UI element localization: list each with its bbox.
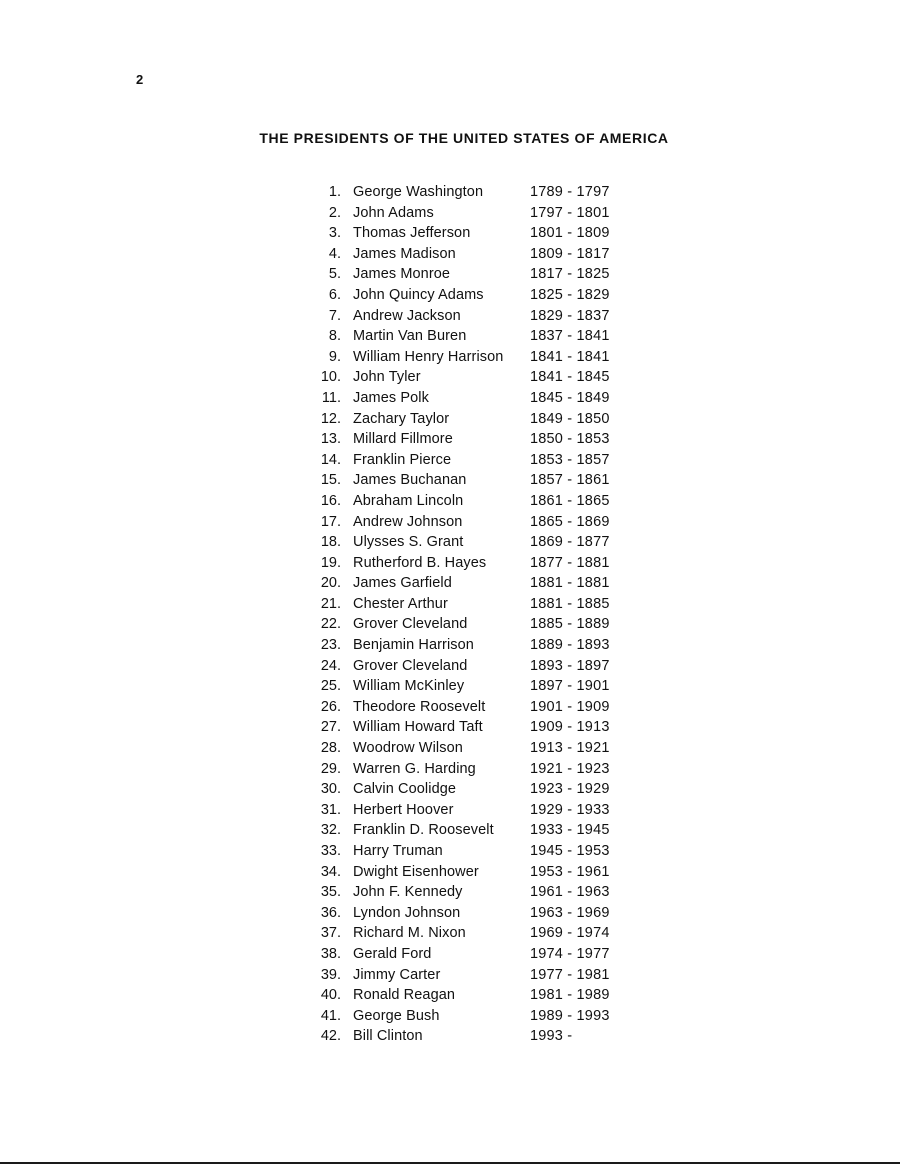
president-number: 32.: [320, 822, 341, 839]
president-number: 10.: [320, 369, 341, 386]
president-row: [300, 944, 630, 965]
president-term: 1809 - 1817: [530, 245, 610, 262]
president-term: 1861 - 1865: [530, 492, 610, 509]
president-name: Harry Truman: [353, 843, 443, 859]
president-row: [300, 553, 630, 574]
president-name: James Monroe: [353, 266, 451, 283]
president-term: 1881 - 1881: [530, 575, 610, 592]
president-number: 9.: [328, 348, 341, 365]
president-name: Richard M. Nixon: [353, 925, 466, 942]
president-term: 1801 - 1809: [530, 225, 610, 242]
president-term: 1837 - 1841: [530, 328, 610, 345]
president-term: 1953 - 1961: [530, 863, 610, 880]
president-term: 1923 - 1929: [530, 781, 610, 798]
president-number: 8.: [328, 328, 341, 345]
president-row: [300, 223, 630, 244]
president-number: 35.: [320, 884, 341, 901]
president-name: Thomas Jefferson: [353, 225, 471, 242]
president-number: 41.: [320, 1007, 341, 1024]
president-term: 1885 - 1889: [530, 616, 610, 633]
president-name: Abraham Lincoln: [353, 492, 464, 509]
president-term: 1921 - 1923: [530, 760, 610, 777]
president-term: 1909 - 1913: [530, 719, 610, 736]
president-number: 30.: [320, 781, 341, 798]
president-name: Jimmy Carter: [353, 966, 441, 983]
president-name: Woodrow Wilson: [353, 740, 463, 757]
president-name: Benjamin Harrison: [353, 637, 474, 654]
president-term: 1989 - 1993: [530, 1007, 610, 1024]
president-term: 1869 - 1877: [530, 534, 610, 551]
president-row: [300, 182, 630, 203]
president-row: [300, 491, 630, 512]
president-term: 1849 - 1850: [530, 410, 610, 427]
president-row: [300, 1006, 630, 1027]
president-number: 22.: [320, 616, 341, 633]
president-row: [300, 820, 630, 841]
president-row: [300, 285, 630, 306]
president-term: 1933 - 1945: [530, 822, 610, 839]
president-name: Calvin Coolidge: [353, 781, 457, 798]
president-number: 4.: [328, 245, 341, 262]
president-name: Andrew Jackson: [353, 307, 461, 324]
president-number: 13.: [320, 431, 341, 448]
president-term: 1881 - 1885: [530, 595, 610, 612]
president-row: [300, 450, 630, 471]
president-number: 26.: [320, 698, 341, 715]
president-number: 37.: [320, 925, 341, 942]
president-name: John Tyler: [353, 369, 421, 386]
president-number: 42.: [320, 1028, 341, 1045]
president-row: [300, 759, 630, 780]
president-row: [300, 347, 630, 368]
president-row: [300, 1026, 630, 1047]
president-row: [300, 388, 630, 409]
president-term: 1817 - 1825: [530, 266, 610, 283]
president-row: [300, 903, 630, 924]
president-term: 1865 - 1869: [530, 513, 610, 530]
president-row: [300, 635, 630, 656]
president-name: Theodore Roosevelt: [353, 698, 486, 715]
president-number: 39.: [320, 966, 341, 983]
president-row: [300, 512, 630, 533]
president-row: [300, 326, 630, 347]
president-term: 1961 - 1963: [530, 884, 610, 901]
president-number: 38.: [320, 945, 341, 962]
president-name: Herbert Hoover: [353, 801, 454, 818]
president-row: [300, 203, 630, 224]
president-name: James Garfield: [353, 575, 452, 592]
president-term: 1845 - 1849: [530, 389, 610, 406]
president-term: 1850 - 1853: [530, 431, 610, 448]
president-row: [300, 965, 630, 986]
president-term: 1857 - 1861: [530, 472, 610, 489]
president-number: 12.: [320, 410, 341, 427]
president-row: [300, 985, 630, 1006]
president-name: Lyndon Johnson: [353, 904, 461, 921]
president-term: 1969 - 1974: [530, 925, 610, 942]
president-number: 34.: [320, 863, 341, 880]
president-row: [300, 367, 630, 388]
president-name: James Polk: [353, 389, 429, 406]
president-name: Warren G. Harding: [353, 760, 476, 777]
president-row: [300, 923, 630, 944]
page-title: THE PRESIDENTS OF THE UNITED STATES OF AMERICA: [259, 130, 669, 146]
president-name: Zachary Taylor: [353, 410, 450, 427]
president-row: [300, 738, 630, 759]
president-row: [300, 697, 630, 718]
president-number: 19.: [320, 554, 341, 571]
president-row: [300, 244, 630, 265]
president-row: [300, 573, 630, 594]
president-number: 2.: [328, 204, 341, 221]
president-name: Gerald Ford: [353, 945, 432, 962]
president-row: [300, 532, 630, 553]
president-term: 1929 - 1933: [530, 801, 610, 818]
president-name: James Madison: [353, 245, 456, 262]
president-name: Franklin D. Roosevelt: [353, 822, 494, 839]
president-row: [300, 779, 630, 800]
president-number: 15.: [320, 472, 341, 489]
president-number: 14.: [320, 451, 341, 468]
president-row: [300, 306, 630, 327]
president-name: John Adams: [353, 204, 434, 221]
president-name: Grover Cleveland: [353, 657, 468, 674]
president-name: Grover Cleveland: [353, 616, 468, 633]
president-name: Andrew Johnson: [353, 513, 463, 530]
president-number: 23.: [320, 637, 341, 654]
president-term: 1877 - 1881: [530, 554, 610, 571]
president-name: Millard Fillmore: [353, 431, 453, 448]
president-name: George Washington: [353, 184, 484, 200]
president-term: 1829 - 1837: [530, 307, 610, 324]
president-name: William McKinley: [353, 678, 465, 695]
president-term: 1853 - 1857: [530, 451, 610, 468]
president-term: 1993 -: [530, 1028, 573, 1045]
president-number: 29.: [320, 760, 341, 777]
president-row: [300, 841, 630, 862]
president-name: George Bush: [353, 1007, 440, 1024]
president-name: Chester Arthur: [353, 595, 448, 612]
president-row: [300, 429, 630, 450]
president-row: [300, 717, 630, 738]
president-name: Martin Van Buren: [353, 328, 467, 345]
president-term: 1963 - 1969: [530, 904, 610, 921]
page-number: 2: [136, 72, 144, 87]
president-term: 1893 - 1897: [530, 657, 610, 674]
president-term: 1825 - 1829: [530, 286, 610, 303]
president-number: 20.: [320, 575, 341, 592]
president-term: 1974 - 1977: [530, 945, 610, 962]
president-number: 25.: [320, 678, 341, 695]
president-name: Ronald Reagan: [353, 987, 456, 1004]
president-number: 17.: [320, 513, 341, 530]
president-number: 36.: [320, 904, 341, 921]
president-number: 5.: [328, 266, 341, 283]
president-number: 21.: [320, 595, 341, 612]
president-term: 1889 - 1893: [530, 637, 610, 654]
president-row: [300, 882, 630, 903]
president-number: 31.: [320, 801, 341, 818]
president-name: William Henry Harrison: [353, 348, 504, 365]
president-term: 1797 - 1801: [530, 204, 610, 221]
president-number: 27.: [320, 719, 341, 736]
president-number: 3.: [328, 225, 341, 242]
president-number: 33.: [320, 843, 341, 859]
president-name: William Howard Taft: [353, 719, 483, 736]
president-row: [300, 862, 630, 883]
president-row: [300, 264, 630, 285]
president-term: 1945 - 1953: [530, 843, 610, 859]
president-row: [300, 594, 630, 615]
president-row: [300, 614, 630, 635]
president-number: 1.: [328, 184, 341, 200]
president-name: Ulysses S. Grant: [353, 534, 464, 551]
president-number: 11.: [321, 389, 341, 406]
president-name: James Buchanan: [353, 472, 467, 489]
president-row: [300, 409, 630, 430]
president-term: 1841 - 1841: [530, 348, 610, 365]
president-number: 7.: [328, 307, 341, 324]
president-name: John F. Kennedy: [353, 884, 463, 901]
president-name: Bill Clinton: [353, 1028, 423, 1045]
president-term: 1901 - 1909: [530, 698, 610, 715]
president-name: Rutherford B. Hayes: [353, 554, 487, 571]
president-name: Franklin Pierce: [353, 451, 452, 468]
president-row: [300, 656, 630, 677]
president-number: 18.: [320, 534, 341, 551]
president-name: John Quincy Adams: [353, 286, 484, 303]
president-row: [300, 470, 630, 491]
president-number: 40.: [320, 987, 341, 1004]
president-term: 1913 - 1921: [530, 740, 610, 757]
president-row: [300, 676, 630, 697]
president-name: Dwight Eisenhower: [353, 863, 479, 880]
president-row: [300, 800, 630, 821]
president-term: 1977 - 1981: [530, 966, 610, 983]
president-number: 6.: [328, 286, 341, 303]
president-term: 1897 - 1901: [530, 678, 610, 695]
president-term: 1789 - 1797: [530, 184, 610, 200]
president-number: 24.: [320, 657, 341, 674]
president-number: 28.: [320, 740, 341, 757]
presidents-list: [300, 182, 630, 1047]
president-term: 1841 - 1845: [530, 369, 610, 386]
president-term: 1981 - 1989: [530, 987, 610, 1004]
president-number: 16.: [320, 492, 341, 509]
